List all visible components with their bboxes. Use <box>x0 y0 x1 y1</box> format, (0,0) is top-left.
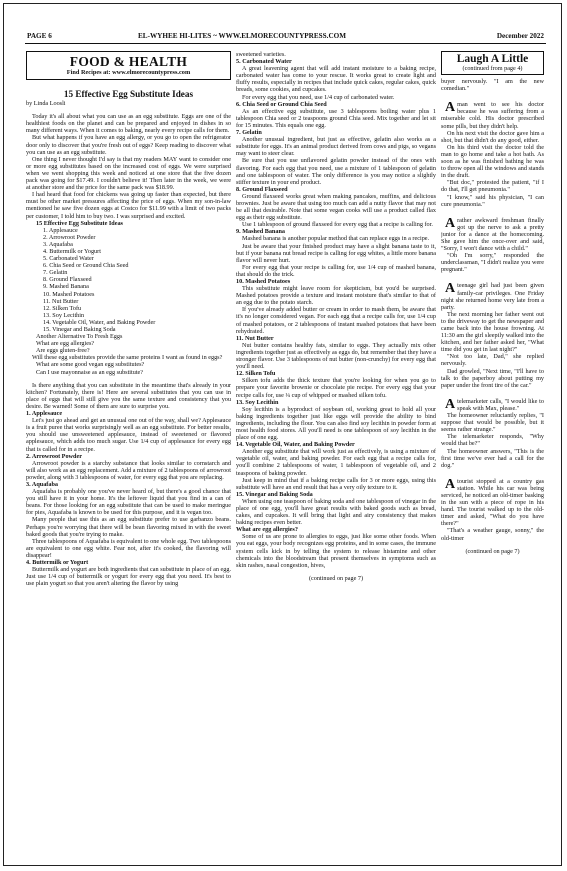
list-item: 11. Nut Butter <box>43 297 79 305</box>
list-title: 15 Effective Egg Substitute Ideas <box>36 219 123 227</box>
joke-paragraph <box>441 478 544 528</box>
section-paragraph: Be sure that you use unflavored gelatin powder instead of the ones with flavoring. For each egg that you need, use a mixture of 1 tablespoon of gelatin and one tablespoon of water. The only difference is you may notice a slightly stiffer texture in your end product. <box>236 157 436 186</box>
intro-paragraph: I had heard that food for chickens was going up faster than expected, but there must be other market pressures affecting the price of eggs. When my son-in-law mentioned he saw five dozen eggs at Costco for $11.99 with a limit of two packs per customer, I told him to buy two. I was surprised and excited. <box>26 191 231 220</box>
joke-paragraph: The next morning her father went out to the driveway to get the newspaper and came back into the house frowning. At 11:30 am the girl sleepily walked into the kitchen, and her father asked her, "What time did you get in last night?" <box>441 310 544 354</box>
question-item: Can I use mayonnaise as an egg substitute? <box>36 368 144 376</box>
list-item: 1. Applesauce <box>43 226 78 234</box>
section-heading: 14. Vegetable Oil, Water, and Baking Powder <box>236 441 355 449</box>
list-item: 13. Soy Lecithin <box>43 311 85 319</box>
joke-paragraph <box>441 282 544 310</box>
joke-text: tourist stopped at a country gas station. While his car was being serviced, he noticed an old-timer basking in the sun with a piece of rope in his hand. The tourist walked up to the old-timer and asked, "What do you have there?" <box>441 477 544 528</box>
question-item: What are some good vegan egg substitutes? <box>36 361 145 369</box>
section-paragraph: Silken tofu adds the thick texture that you're looking for when you go to prepare your favorite brownie or chocolate pie recipe. For every egg that your recipe calls for, use ¼ cup of whipped or mashed silken tofu. <box>236 377 436 399</box>
section-heading: 11. Nut Butter <box>236 334 274 342</box>
joke-paragraph: The telemarketer responds, "Why would that be?" <box>441 433 544 448</box>
section-paragraph: Just keep in mind that if a baking recipe calls for 3 or more eggs, using this substitute will have an end result that has a very oily texture to it. <box>236 476 436 491</box>
list-item: 3. Aquafaba <box>43 240 73 248</box>
substitute-list <box>26 227 231 333</box>
section-heading: 10. Mashed Potatoes <box>236 278 291 285</box>
issue-date: December 2022 <box>496 32 544 40</box>
section-paragraph: Another egg substitute that will work just as effectively, is using a mixture of vegetable oil, water, and baking powder. For each egg that a recipe calls for, you'll combine 2 tablespoons of water, 1 tablespoon of vegetable oil, and 2 teaspoons of baking powder. <box>236 448 436 477</box>
intro-paragraph: But what happens if you have an egg allergy, or you go to open the refrigerator door only to discover that you're fresh out of eggs? Keep reading to discover what you can use as an egg substitute. <box>26 134 231 156</box>
publication-title: EL-WYHEE HI-LITES ~ WWW.ELMORECOUNTYPRESS.COM <box>138 32 347 40</box>
section-paragraph: If you've already added butter or cream in order to mash them, be aware that it's no longer considered vegan. For each egg that a recipe calls for, use 1/4 cup of mashed potatoes, or 2 tablespoons of instant mashed potatoes that have been rehydrated. <box>236 306 436 335</box>
section-heading: 4. Buttermilk or Yogurt <box>26 559 89 566</box>
intro-paragraph: Today it's all about what you can use as an egg substitute. Eggs are one of the healthiest foods on the planet and can be prepared and enjoyed in dishes in so many different ways. When it comes to baking, nearly every recipe calls for them. <box>26 113 231 135</box>
joke-paragraph: "But doc," protested the patient, "if I do that, I'll get pneumonia." <box>441 179 544 194</box>
section-title: FOOD & HEALTH <box>69 54 188 69</box>
section-paragraph: Ground flaxseed works great when making pancakes, muffins, and delicious brownies. Just be aware that using too much can add a nutty flavor that may not be all that desirable. Note that some vegan cooks will use a product called flax egg as their egg substitute. <box>236 192 436 222</box>
list-item: 14. Vegetable Oil, Water, and Baking Powder <box>43 318 156 326</box>
list-item: 9. Mashed Banana <box>43 283 89 291</box>
section-paragraph: Another unusual ingredient, but just as effective, gelatin also works as a substitute for eggs. It's an animal product derived from cows and pigs, so vegans may want to steer clear. <box>236 136 436 158</box>
section-heading: 6. Chia Seed or Ground Chia Seed <box>236 100 327 108</box>
question-list <box>26 333 231 354</box>
section-paragraph: Many people that use this as an egg substitute prefer to use garbanzo beans. Perhaps you're worrying that there will be bean flavoring mixed in with the sweet baked goods that you're trying to make. <box>26 516 231 538</box>
question-paragraph: Will these egg substitutes provide the same proteins I want as found in eggs? <box>32 354 223 362</box>
article-intro <box>26 113 231 219</box>
section-paragraph: Aquafaba is probably one you've never heard of, but there's a good chance that you still have it in your home. It's the leftover liquid that you find in a can of beans. For those looking for an egg substitute that can be used to make meringue for pies, Aquafaba is known to be used for this purpose, and it is vegan too. <box>26 488 231 517</box>
list-item: 4. Buttermilk or Yogurt <box>43 247 101 255</box>
lead-in-paragraph: Is there anything that you can substitute in the meantime that's already in your kitchen? Fortunately, there is! Here are several substitutes that you can use in place of eggs that will still give you the same texture and consistency that you desire. Be warned! Some of them are sure to surprise you. <box>26 381 231 410</box>
question-item: Are eggs gluten-free? <box>36 347 90 355</box>
list-item: 2. Arrowroot Powder <box>43 233 96 241</box>
jokes-list <box>441 92 544 541</box>
article-sections-col1 <box>26 410 231 587</box>
section-heading: 5. Carbonated Water <box>236 58 292 66</box>
section-heading: 13. Soy Lecithin <box>236 398 279 406</box>
joke-text: telemarketer calls, "I would like to speak with Max, please." <box>457 397 544 412</box>
joke-paragraph: Dad growled, "Next time, "I'll have to talk to the paperboy about putting my paper under the front tire of the car." <box>441 367 544 389</box>
column-3 <box>441 51 544 841</box>
joke-paragraph: "Oh I'm sorry," responded the underclassman, "I didn't realize you were pregnant." <box>441 252 544 274</box>
joke-paragraph: The homeowner reluctantly replies, "I suppose that would be possible, but it seems rather strange." <box>441 412 544 434</box>
section-heading: 1. Applesauce <box>26 410 63 418</box>
laugh-subtitle: (continued from page 4) <box>462 65 523 72</box>
section-heading: 9. Mashed Banana <box>236 228 285 236</box>
joke-paragraph: On his next visit the doctor gave him a shot, but that didn't do any good, either. <box>441 129 544 144</box>
section-subtitle: Find Recipes at: www.elmorecountypress.com <box>66 69 191 76</box>
list-item: 12. Silken Tofu <box>43 304 82 312</box>
section-paragraph: When using one teaspoon of baking soda and one tablespoon of vinegar in the place of one egg, you'll have great results with baked goods such as bread, cakes, and cupcakes. It will bring that light and airy consistency that makes baking recipes even better. <box>236 497 436 527</box>
joke-text: teenage girl had just been given family-car privileges. One Friday night she returned home very late from a party. <box>441 282 544 311</box>
drop-cap: A <box>445 100 456 116</box>
section-paragraph: Let's just go ahead and get an unusual one out of the way, shall we? Applesauce is a fruit puree that works surprisingly well as an egg substitute. For better results, you should use unsweetened applesauce, instead of sweetened or flavored applesauce, which adds too much sugar. Use 1/4 cup of applesauce for every egg that is called for in a recipe. <box>26 417 231 453</box>
section-paragraph: For every egg that your recipe is calling for, use 1/4 cup of mashed banana, that should do the trick. <box>236 263 436 278</box>
laugh-banner <box>441 51 544 75</box>
joke <box>441 101 544 207</box>
article-title: 15 Effective Egg Substitute Ideas <box>63 89 194 100</box>
laugh-title: Laugh A Little <box>456 53 529 65</box>
joke-spacer <box>441 208 544 217</box>
section-paragraph: Some of us are prone to allergies to eggs, just like some other foods. When you eat eggs, your body recognizes egg proteins, and in some cases, the immune system cells kick in by telling the system to release histamine and other chemicals into the bloodstream that present themselves in symptoms such as skin rashes, nasal congestion, hives, <box>236 533 436 569</box>
section-paragraph: Nut butter contains healthy fats, similar to eggs. They actually mix other ingredients together just as effectively as eggs do, but remember that they have a stronger flavor. Use 3 tablespoons of nut butter (non-crunchy) for every egg that you'll need. <box>236 341 436 371</box>
food-health-banner <box>26 51 231 80</box>
section-heading: 15. Vinegar and Baking Soda <box>236 490 313 498</box>
joke-paragraph <box>441 217 544 252</box>
section-paragraph: This substitute might leave room for skepticism, but you'd be surprised. Mashed potatoes provide a texture and instant moisture that's similar to that of an egg due to the potato starch. <box>236 285 436 307</box>
section-paragraph: As an effective egg substitute, use 3 tablespoons boiling water plus 1 tablespoon Chia seed or 2 teaspoons ground Chia seed. Mix together and let sit for 15 minutes. This equals one egg. <box>236 107 436 129</box>
joke-paragraph: On his third visit the doctor told the man to go home and take a hot bath. As soon as he was finished bathing he was to throw open all the windows and stands in the draft. <box>441 143 544 180</box>
drop-cap: A <box>445 476 456 492</box>
section-heading: 7. Gelatin <box>236 129 262 137</box>
joke-text: rather awkward freshman finally got up the nerve to ask a pretty junior for a dance at the homecoming. She gave him the once-over and said, "Sorry, I won't dance with a child." <box>441 216 544 253</box>
section-heading: 12. Silken Tofu <box>236 370 276 378</box>
drop-cap: A <box>445 281 456 297</box>
list-item: 7. Gelatin <box>43 269 68 277</box>
joke-paragraph: The homeowner answers, "This is the first time we've ever had a call for the dog." <box>441 447 544 469</box>
section-paragraph: Buttermilk and yogurt are both ingredients that can substitute in place of an egg. Just use 1/4 cup of buttermilk or yogurt for every egg that you need. It's best to use plain yogurt so that you aren't altering the flavor by using <box>26 566 231 588</box>
joke-paragraph: "Not too late, Dad," she replied nervously. <box>441 353 544 368</box>
continued-note: (continued on page 7) <box>308 574 364 582</box>
section-heading: 2. Arrowroot Powder <box>26 452 82 460</box>
question-item: What are egg allergies? <box>36 340 95 348</box>
section-paragraph: Arrowroot powder is a starchy substance that looks similar to cornstarch and will also work as an egg replacement. Add a mixture of 2 tablespoons of arrowroot powder, along with 3 tablespoons of water, for every egg that you are replacing. <box>26 459 231 481</box>
section-heading: 3. Aquafaba <box>26 480 58 488</box>
section-paragraph: sweetened varieties. <box>236 51 286 58</box>
section-paragraph: Mashed banana is another popular method that can replace eggs in a recipe. <box>242 235 430 243</box>
joke-paragraph <box>441 101 544 129</box>
section-paragraph: A great leavening agent that will add instant moisture to a baking recipe, carbonated water has come to your rescue. It works great to create light and fluffy results, especially in recipes that include quick cakes, regular cakes, quick breads, some cookies, and cupcakes. <box>236 65 436 94</box>
question-list-2 <box>26 361 231 375</box>
drop-cap: A <box>445 215 456 231</box>
joke-paragraph: "That's a weather gauge, sonny," the old-timer <box>441 527 544 542</box>
list-item: 10. Mashed Potatoes <box>43 290 95 298</box>
article-byline: by Linda Loosli <box>26 100 66 108</box>
page-number: PAGE 6 <box>27 32 52 40</box>
section-paragraph: Just be aware that your finished product may have a slight banana taste to it, but if your banana nut bread recipe is calling for egg whites, a little more banana flavor will never hurt. <box>236 242 436 264</box>
joke <box>441 398 544 469</box>
intro-paragraph: One thing I never thought I'd say is that my readers MAY want to consider one or more egg substitutes based on the increased cost of eggs. We were surprised when we went shopping this week and noticed at one store that the five dozen pack was going for $17.49. I couldn't believe it! Then later in the week, we were at another store and the price for the same pack was $18.99. <box>26 155 231 192</box>
list-item: 6. Chia Seed or Ground Chia Seed <box>43 262 129 270</box>
laugh-continued-note: (continued on page 7) <box>465 547 520 555</box>
joke-paragraph: "I know," said his physician, "I can cure pneumonia." <box>441 193 544 208</box>
joke-paragraph <box>441 398 544 412</box>
drop-cap: A <box>445 396 456 412</box>
joke <box>441 282 544 388</box>
section-paragraph: For every egg that you need, use 1/4 cup of carbonated water. <box>242 93 395 101</box>
section-paragraph: Use 1 tablespoon of ground flaxseed for every egg that a recipe is calling for. <box>242 221 433 229</box>
list-item: 5. Carbonated Water <box>43 255 94 263</box>
section-heading: 8. Ground Flaxseed <box>236 185 288 193</box>
list-item: 15. Vinegar and Baking Soda <box>43 326 116 333</box>
joke-spacer <box>441 389 544 398</box>
joke <box>441 478 544 542</box>
section-paragraph: Soy lecithin is a byproduct of soybean oil, working great to hold all your baking ingredients together just like eggs will provide the ability to bind ingredients, including the flour. You can also find soy lecithin in powder form at most health food stores. All you'll need is one tablespoon of soy lecithin in the place of one egg. <box>236 405 436 442</box>
joke-opening: buyer nervously. "I am the new comedian." <box>441 78 544 93</box>
page-header <box>25 31 546 44</box>
section-heading: What are egg allergies? <box>236 526 298 534</box>
list-item: 8. Ground Flaxseed <box>43 276 92 284</box>
joke-text: man went to see his doctor because he was suffering from a miserable cold. His doctor prescribed some pills, but they didn't help. <box>441 101 544 130</box>
column-1 <box>26 51 231 841</box>
article-sections-col2 <box>236 51 436 569</box>
section-paragraph: Three tablespoons of Aquafaba is equivalent to one whole egg. Two tablespoons are equivalent to one egg white. Fear not, after it's cooked, the flavoring will disappear! <box>26 537 231 559</box>
column-2 <box>236 51 436 841</box>
joke-spacer <box>441 92 544 101</box>
joke <box>441 217 544 274</box>
question-item: Another Alternative To Fresh Eggs <box>36 333 123 341</box>
joke-spacer <box>441 469 544 478</box>
